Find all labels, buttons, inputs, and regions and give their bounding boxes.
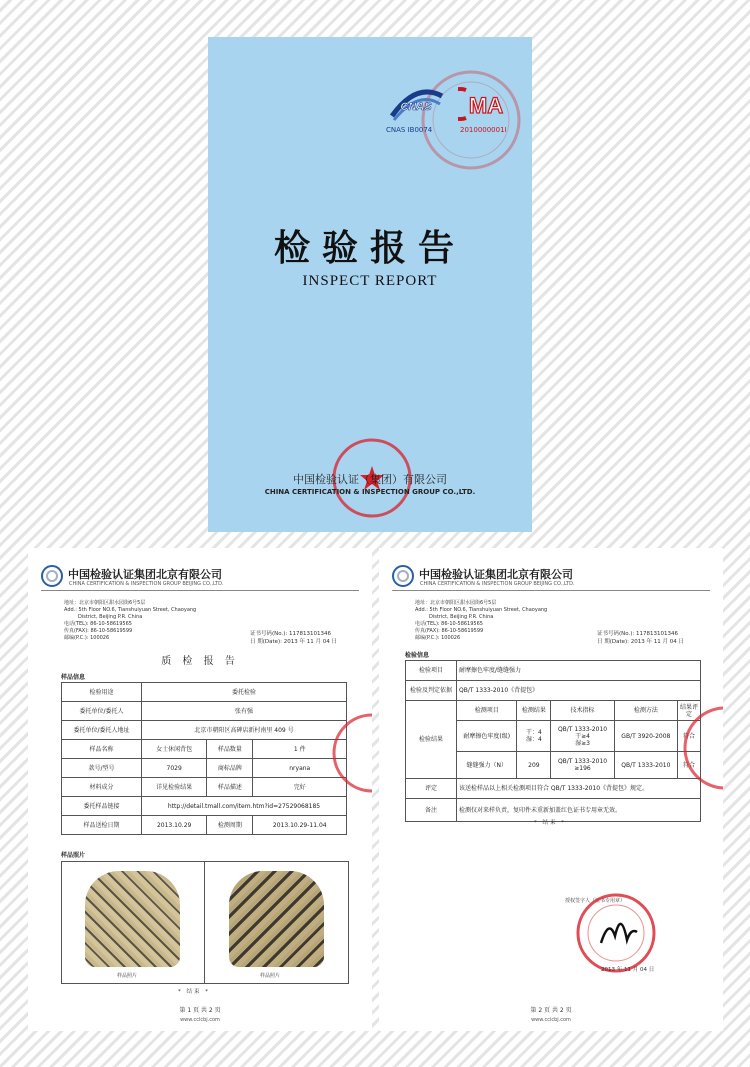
- address-en-2: District, Beijing P.R. China: [429, 614, 494, 620]
- header-company-cn: 中国检验认证集团北京有限公司: [419, 568, 573, 581]
- header-divider: [41, 590, 359, 591]
- cell-value: QB/T 1333-2010 干≥4 湿≥3: [551, 721, 614, 752]
- address-en-2: District, Beijing P.R. China: [78, 614, 143, 620]
- report-number: 证书号码(No.): 117813101346: [250, 631, 332, 637]
- sample-info-table: [61, 682, 347, 835]
- page-title: 质 检 报 告: [161, 656, 239, 667]
- inspection-table: [405, 660, 701, 822]
- cma-logo-text: MA: [468, 93, 504, 118]
- cell-value: nryana: [253, 759, 347, 778]
- cell-value: 符合: [678, 752, 701, 779]
- table-row: [406, 681, 701, 701]
- cell-value: 2013.10.29-11.04: [253, 816, 347, 835]
- cell-value: 符合: [678, 721, 701, 752]
- tel: 电话(TEL): 86-10-58619565: [64, 621, 132, 627]
- cover-company-cn: 中国检验认证（集团）有限公司: [293, 473, 447, 486]
- header-company-en: CHINA CERTIFICATION & INSPECTION GROUP BEIJING CO.,LTD.: [420, 581, 575, 587]
- report-date: 日 期(Date): 2013 年 11 月 04 日: [250, 639, 338, 645]
- ccic-logo-icon: [392, 565, 414, 587]
- section-sample-info: 样品信息: [61, 674, 86, 681]
- fax: 传真(FAX): 86-10-58619599: [415, 628, 484, 634]
- cell-label: 样品送检日期: [62, 816, 142, 835]
- cell-label: 委托单位/委托人: [62, 702, 142, 721]
- tel: 电话(TEL): 86-10-58619565: [415, 621, 483, 627]
- cnas-logo-icon: [388, 86, 444, 122]
- cell-value: 7029: [142, 759, 207, 778]
- cover-subtitle: INSPECT REPORT: [302, 273, 438, 289]
- report-page-1: [28, 548, 372, 1031]
- table-row: [62, 721, 347, 740]
- table-row: [62, 702, 347, 721]
- header-company-cn: 中国检验认证集团北京有限公司: [68, 568, 222, 581]
- cell-value: 详见检验结果: [142, 778, 207, 797]
- header-address: [415, 600, 547, 642]
- column-header: 技术指标: [551, 701, 614, 721]
- photo-caption-1: 样品照片: [117, 973, 138, 979]
- cell-label: 样品名称: [62, 740, 142, 759]
- cell-value: 干：4 湿：4: [517, 721, 551, 752]
- sample-photos: [61, 861, 349, 984]
- cover-company-en: CHINA CERTIFICATION & INSPECTION GROUP CO.,LTD.: [264, 488, 476, 496]
- header-company-en: CHINA CERTIFICATION & INSPECTION GROUP BEIJING CO.,LTD.: [69, 581, 224, 587]
- cell-label: 委托单位/委托人地址: [62, 721, 142, 740]
- cell-value: QB/T 1333-2010: [614, 752, 677, 779]
- postcode: 邮编(P.C.): 100026: [64, 635, 110, 641]
- page-number: 第 2 页 共 2 页: [530, 1007, 572, 1014]
- cell-value: 1 件: [253, 740, 347, 759]
- postcode: 邮编(P.C.): 100026: [415, 635, 461, 641]
- cell-label: 备注: [406, 799, 457, 822]
- table-row: [62, 778, 347, 797]
- table-row: [406, 779, 701, 799]
- cell-value: 209: [517, 752, 551, 779]
- footer-site: www.ccicbj.com: [531, 1017, 571, 1023]
- column-header: 结果评定: [678, 701, 701, 721]
- table-row: [62, 816, 347, 835]
- cell-value: 张有强: [142, 702, 347, 721]
- cell-value: QB/T 1333-2010 ≥196: [551, 752, 614, 779]
- address-en: Add.: 5th Floor NO.6, Tianshuiyuan Street, Chaoyang: [415, 607, 548, 613]
- cell-value: 女士休闲背包: [142, 740, 207, 759]
- cell-value: 耐摩擦色牢度(级): [457, 721, 517, 752]
- cell-label: 检测周期: [207, 816, 253, 835]
- report-number: 证书号码(No.): 117813101346: [597, 631, 679, 637]
- address-cn: 地址：北京市朝阳区甜水园街6号5层: [64, 600, 146, 606]
- header-address: [64, 600, 196, 642]
- cell-value: QB/T 1333-2010《背提包》: [457, 681, 701, 701]
- cell-label: 样品数量: [207, 740, 253, 759]
- signature-date: 2013 年 11 月 04 日: [601, 967, 655, 973]
- ccic-logo-icon: [41, 565, 63, 587]
- cell-label: 检验及判定依据: [406, 681, 457, 701]
- report-number-block: [250, 630, 337, 646]
- end-mark: * 结束 *: [534, 820, 566, 826]
- address-cn: 地址：北京市朝阳区甜水园街6号5层: [415, 600, 497, 606]
- report-number-block: [597, 630, 684, 646]
- cell-label: 评定: [406, 779, 457, 799]
- signatory-label: 授权签字人（证书专用章）: [565, 898, 626, 904]
- fax: 传真(FAX): 86-10-58619599: [64, 628, 133, 634]
- cell-value: 完好: [253, 778, 347, 797]
- cell-label: 检验项目: [406, 661, 457, 681]
- column-header: 检测方法: [614, 701, 677, 721]
- backpack-photo-back: [229, 871, 324, 967]
- cell-label: 委托样品链接: [62, 797, 142, 816]
- photo-caption-2: 样品照片: [260, 973, 281, 979]
- table-row: [62, 683, 347, 702]
- edge-seal-icon: [324, 708, 372, 798]
- edge-seal-icon: [675, 698, 723, 798]
- report-page-2: [379, 548, 723, 1031]
- table-row: [406, 661, 701, 681]
- cnas-code: CNAS IB0074: [386, 126, 433, 134]
- footer-site: www.ccicbj.com: [180, 1017, 220, 1023]
- cover-title: 检验报告: [273, 227, 466, 269]
- cell-label: 检验结果: [406, 701, 457, 779]
- section-photos: 样品照片: [61, 852, 86, 859]
- cell-value: GB/T 3920-2008: [614, 721, 677, 752]
- cell-value: 检测仅对来样负责，复印件未重新加盖红色证书专用章无效。: [457, 799, 701, 822]
- cnas-logo-text: CNAS: [400, 101, 432, 113]
- cell-value: 委托检验: [142, 683, 347, 702]
- table-row: [62, 759, 347, 778]
- end-mark: * 结束 *: [178, 989, 210, 995]
- report-date: 日 期(Date): 2013 年 11 月 04 日: [597, 639, 685, 645]
- cell-value: 2013.10.29: [142, 816, 207, 835]
- cell-label: 款号/型号: [62, 759, 142, 778]
- page-number: 第 1 页 共 2 页: [179, 1007, 221, 1014]
- table-row: [62, 797, 347, 816]
- cell-label: 材料成分: [62, 778, 142, 797]
- column-header: 检测结果: [517, 701, 551, 721]
- section-inspection-info: 检验信息: [405, 652, 430, 659]
- cell-value: 北京市朝阳区高碑店新村南里 409 号: [142, 721, 347, 740]
- backpack-photo-front: [85, 871, 180, 967]
- cell-value: 该送检样品以上相关检测项目符合 QB/T 1333-2010《背提包》规定。: [457, 779, 701, 799]
- cell-label: 检验用途: [62, 683, 142, 702]
- cma-logo-icon: [458, 86, 506, 122]
- cell-value: 耐摩擦色牢度/缝缝强力: [457, 661, 701, 681]
- sample-link[interactable]: http://detail.tmall.com/item.htm?id=27529068185: [142, 797, 347, 816]
- table-row: [62, 740, 347, 759]
- cell-label: 商标品牌: [207, 759, 253, 778]
- cell-value: 缝缝强力（N）: [457, 752, 517, 779]
- address-en: Add.: 5th Floor NO.6, Tianshuiyuan Street, Chaoyang: [64, 607, 197, 613]
- cma-code: 2010000001I: [460, 126, 507, 134]
- header-divider: [392, 590, 710, 591]
- cell-label: 样品描述: [207, 778, 253, 797]
- table-row: [406, 701, 701, 721]
- column-header: 检测项目: [457, 701, 517, 721]
